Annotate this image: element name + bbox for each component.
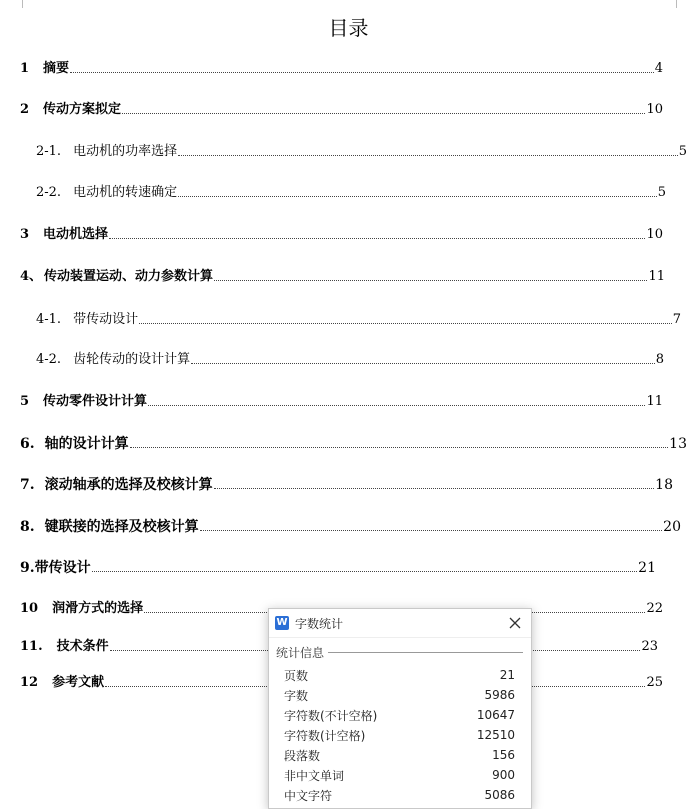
stat-value: 900 xyxy=(492,768,515,782)
toc-entry-label: 滚动轴承的选择及校核计算 xyxy=(44,477,213,493)
toc-entry[interactable] xyxy=(36,142,687,160)
toc-entry-number: 4-2. xyxy=(36,352,62,367)
toc-entry-page: 4 xyxy=(654,61,663,76)
toc-entry-number: 4-1. xyxy=(36,312,62,327)
toc-leader-dots xyxy=(148,404,645,406)
toc-entry-page: 13 xyxy=(669,436,687,452)
toc-entry[interactable] xyxy=(20,475,673,493)
toc-entry[interactable] xyxy=(36,310,681,328)
toc-title: 目录 xyxy=(328,16,369,40)
toc-leader-dots xyxy=(122,112,645,114)
toc-entry-page: 22 xyxy=(646,601,663,616)
toc-entry-page: 10 xyxy=(646,227,663,242)
stats-group-header xyxy=(276,644,523,661)
toc-entry-page: 20 xyxy=(663,519,681,535)
stat-label: 字符数(计空格) xyxy=(284,728,366,743)
toc-entry-page: 18 xyxy=(655,477,673,493)
stat-row xyxy=(269,725,531,745)
toc-entry-label: 摘要 xyxy=(43,61,70,76)
toc-entry-number: 12 xyxy=(20,675,39,690)
toc-leader-dots xyxy=(92,570,638,572)
stat-label: 字符数(不计空格) xyxy=(284,708,378,723)
toc-leader-dots xyxy=(214,487,655,489)
stats-group-label: 统计信息 xyxy=(276,646,325,660)
toc-entry-label: 键联接的选择及校核计算 xyxy=(44,519,199,535)
toc-entry[interactable] xyxy=(20,100,663,118)
toc-entry-label: 轴的设计计算 xyxy=(44,436,129,452)
stat-row xyxy=(269,745,531,765)
toc-entry[interactable] xyxy=(20,225,663,243)
stat-row xyxy=(269,765,531,785)
group-divider xyxy=(328,652,523,653)
toc-entry-number: 2-2. xyxy=(36,185,62,200)
toc-leader-dots xyxy=(178,195,657,197)
toc-entry-page: 10 xyxy=(646,102,663,117)
toc-entry-label: 齿轮传动的设计计算 xyxy=(73,352,191,367)
toc-entry-label: 技术条件 xyxy=(56,639,109,654)
wps-writer-icon: W xyxy=(276,617,288,628)
stat-row xyxy=(269,665,531,685)
stat-value: 5086 xyxy=(484,788,515,802)
stat-label: 中文字符 xyxy=(284,788,333,803)
toc-entry-label: 传动零件设计计算 xyxy=(43,394,148,409)
toc-entry-number: 11. xyxy=(20,639,43,654)
stat-row xyxy=(269,785,531,805)
dialog-title: 字数统计 xyxy=(295,616,344,631)
page-corner-left xyxy=(22,0,23,8)
toc-entry-number: 3 xyxy=(20,227,30,242)
toc-leader-dots xyxy=(191,362,655,364)
toc-entry-page: 23 xyxy=(641,639,658,654)
toc-entry-page: 7 xyxy=(672,312,681,327)
toc-entry[interactable] xyxy=(20,59,663,77)
stat-value: 156 xyxy=(492,748,515,762)
toc-entry-number: 9. xyxy=(20,560,35,576)
toc-leader-dots xyxy=(130,446,669,448)
toc-entry-label: 传动方案拟定 xyxy=(43,102,122,117)
toc-leader-dots xyxy=(200,529,663,531)
stat-row xyxy=(269,685,531,705)
toc-entry-label: 电动机的功率选择 xyxy=(73,144,178,159)
toc-leader-dots xyxy=(109,237,645,239)
toc-leader-dots xyxy=(70,71,654,73)
toc-entry-page: 5 xyxy=(678,144,687,159)
toc-entry[interactable] xyxy=(20,517,681,535)
toc-entry[interactable] xyxy=(20,392,663,410)
toc-entry-page: 11 xyxy=(648,269,665,284)
close-icon[interactable] xyxy=(509,614,521,633)
toc-entry[interactable] xyxy=(20,558,656,576)
toc-leader-dots xyxy=(139,322,672,324)
stat-label: 非中文单词 xyxy=(284,768,345,783)
toc-entry-number: 8. xyxy=(20,519,35,535)
toc-entry-number: 5 xyxy=(20,394,30,409)
toc-entry[interactable] xyxy=(20,434,687,452)
toc-entry-number: 2-1. xyxy=(36,144,62,159)
toc-entry-page: 21 xyxy=(638,560,656,576)
stat-label: 页数 xyxy=(284,668,309,683)
stat-row xyxy=(269,705,531,725)
toc-entry-page: 25 xyxy=(646,675,663,690)
toc-entry-number: 10 xyxy=(20,601,39,616)
toc-leader-dots xyxy=(178,154,678,156)
toc-entry-label: 传动装置运动、动力参数计算 xyxy=(44,269,214,284)
toc-leader-dots xyxy=(214,279,647,281)
toc-entry-label: 带传动设计 xyxy=(73,312,139,327)
toc-entry[interactable] xyxy=(36,350,664,368)
toc-entry-label: 电动机的转速确定 xyxy=(73,185,178,200)
stat-label: 段落数 xyxy=(284,748,321,763)
stat-value: 21 xyxy=(499,668,515,682)
toc-entry[interactable] xyxy=(36,183,666,201)
toc-entry-label: 带传设计 xyxy=(34,560,91,576)
dialog-titlebar[interactable] xyxy=(269,609,531,638)
stat-value: 5986 xyxy=(484,688,515,702)
toc-entry-number: 6. xyxy=(20,436,35,452)
stat-value: 12510 xyxy=(476,728,515,742)
toc-entry-label: 润滑方式的选择 xyxy=(52,601,144,616)
toc-entry-number: 7. xyxy=(20,477,35,493)
toc-entry-label: 电动机选择 xyxy=(43,227,109,242)
toc-entry-page: 5 xyxy=(657,185,666,200)
toc-entry-number: 1 xyxy=(20,61,30,76)
toc-entry-page: 11 xyxy=(646,394,663,409)
page-corner-right xyxy=(676,0,677,8)
stat-label: 字数 xyxy=(284,688,309,703)
toc-entry[interactable] xyxy=(20,267,665,285)
toc-entry-page: 8 xyxy=(655,352,664,367)
word-count-dialog xyxy=(268,608,532,809)
toc-entry-number: 2 xyxy=(20,102,30,117)
stat-value: 10647 xyxy=(476,708,515,722)
toc-entry-label: 参考文献 xyxy=(52,675,105,690)
toc-entry-number: 4、 xyxy=(20,269,43,284)
